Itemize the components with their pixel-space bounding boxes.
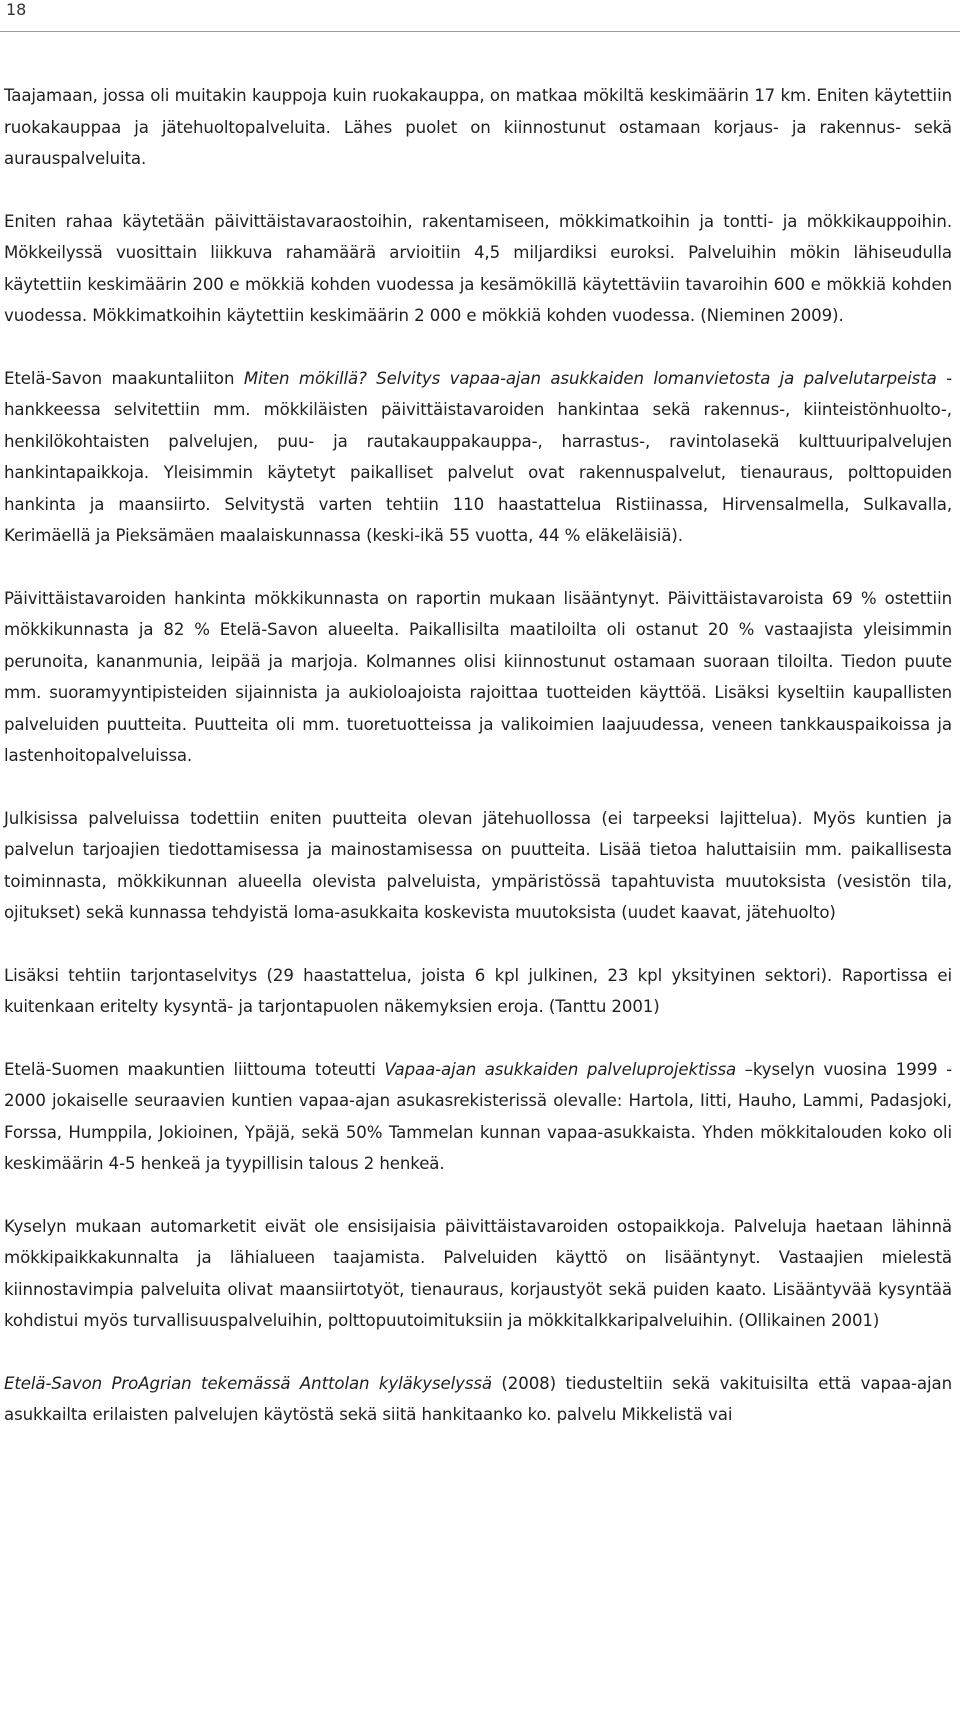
paragraph-text: Etelä-Suomen maakuntien liittouma toteutti (4, 1059, 385, 1079)
page-number: 18 (6, 0, 27, 19)
header-rule (0, 31, 960, 32)
italic-text: Miten mökillä? Selvitys vapaa-ajan asukkaiden lomanvietosta ja palvelutarpeista (243, 368, 937, 388)
italic-text: Vapaa-ajan asukkaiden palveluprojektissa (384, 1059, 737, 1079)
paragraph (4, 1211, 952, 1337)
paragraph (4, 583, 952, 772)
paragraph (4, 960, 952, 1023)
paragraph (4, 1368, 952, 1431)
paragraph-text: (2008) tiedusteltiin sekä vakituisilta että vapaa-ajan asukkailta erilaisten palvelujen käytöstä sekä siitä hankitaanko ko. palvelu Mikkelistä vai (4, 1373, 952, 1424)
paragraph (4, 803, 952, 929)
paragraph-text: –kyselyn vuosina 1999 - 2000 jokaiselle seuraavien kuntien vapaa-ajan asukasrekisterissä olevalle: Hartola, Iitti, Hauho, Lammi, Padasjoki, Forssa, Humppila, Jokioinen, Ypäjä, sekä 50% Tammelan kunnan vapaa-asukkaista. Yhden mökkitalouden koko oli keskimäärin 4-5 henkeä ja tyypillisin talous 2 henkeä. (4, 1059, 952, 1173)
paragraph (4, 206, 952, 332)
paragraph-text: Eniten rahaa käytetään päivittäistavaraostoihin, rakentamiseen, mökkimatkoihin ja tontti- ja mökkikauppoihin. Mökkeilyssä vuosittain liikkuva rahamäärä arvioitiin 4,5 miljardiksi euroksi. Palveluihin mökin lähiseudulla käytettiin keskimäärin 200 e mökkiä kohden vuodessa ja kesämökillä käytettäviin tavaroihin 600 e mökkiä kohden vuodessa. Mökkimatkoihin käytettiin keskimäärin 2 000 e mökkiä kohden vuodessa. (Nieminen 2009). (4, 211, 952, 325)
paragraph (4, 80, 952, 175)
paragraph-text: Etelä-Savon maakuntaliiton (4, 368, 244, 388)
paragraph-text: Kyselyn mukaan automarketit eivät ole ensisijaisia päivittäistavaroiden ostopaikkoja. Palveluja haetaan lähinnä mökkipaikkakunnalta ja lähialueen taajamista. Palveluiden käyttö on lisääntynyt. Vastaajien mielestä kiinnostavimpia palveluita olivat maansiirtotyöt, tienauraus, korjaustyöt sekä puiden kaato. Lisääntyvää kysyntää kohdistui myös turvallisuuspalveluihin, polttopuutoimituksiin ja mökkitalkkaripalveluihin. (Ollikainen 2001) (4, 1216, 952, 1330)
paragraph-text: -hankkeessa selvitettiin mm. mökkiläisten päivittäistavaroiden hankintaa sekä rakennus-, kiinteistönhuolto-, henkilökohtaisten palvelujen, puu- ja rautakauppakauppa-, harrastus-, ravintolasekä kulttuuripalvelujen hankintapaikkoja. Yleisimmin käytetyt paikalliset palvelut ovat rakennuspalvelut, tienauraus, polttopuiden hankinta ja maansiirto. Selvitystä varten tehtiin 110 haastattelua Ristiinassa, Hirvensalmella, Sulkavalla, Kerimäellä ja Pieksämäen maalaiskunnassa (keski-ikä 55 vuotta, 44 % eläkeläisiä). (4, 368, 953, 545)
paragraph-text: Päivittäistavaroiden hankinta mökkikunnasta on raportin mukaan lisääntynyt. Päivittäistavaroista 69 % ostettiin mökkikunnasta ja 82 % Etelä-Savon alueelta. Paikallisilta maatiloilta oli ostanut 20 % vastaajista yleisimmin perunoita, kananmunia, leipää ja marjoja. Kolmannes olisi kiinnostunut ostamaan suoraan tiloilta. Tiedon puute mm. suoramyyntipisteiden sijainnista ja aukioloajoista rajoittaa tuotteiden käyttöä. Lisäksi kyseltiin kaupallisten palveluiden puutteita. Puutteita oli mm. tuoretuotteissa ja valikoimien laajuudessa, veneen tankkauspaikoissa ja lastenhoitopalveluissa. (4, 588, 952, 765)
paragraph-text: Lisäksi tehtiin tarjontaselvitys (29 haastattelua, joista 6 kpl julkinen, 23 kpl yksityinen sektori). Raportissa ei kuitenkaan eritelty kysyntä- ja tarjontapuolen näkemyksien eroja. (Tanttu 2001) (4, 965, 952, 1016)
document-body (4, 80, 952, 1462)
paragraph-text: Julkisissa palveluissa todettiin eniten puutteita olevan jätehuollossa (ei tarpeeksi lajittelua). Myös kuntien ja palvelun tarjoajien tiedottamisessa ja mainostamisessa on puutteita. Lisää tietoa haluttaisiin mm. paikallisesta toiminnasta, mökkikunnan alueella olevista palveluista, ympäristössä tapahtuvista muutoksista (vesistön tila, ojitukset) sekä kunnassa tehdyistä loma-asukkaita koskevista muutoksista (uudet kaavat, jätehuolto) (4, 808, 952, 922)
paragraph (4, 1054, 952, 1180)
italic-text: Etelä-Savon ProAgrian tekemässä Anttolan kyläkyselyssä (4, 1373, 492, 1393)
paragraph-text: Taajamaan, jossa oli muitakin kauppoja kuin ruokakauppa, on matkaa mökiltä keskimäärin 17 km. Eniten käytettiin ruokakauppaa ja jätehuoltopalveluita. Lähes puolet on kiinnostunut ostamaan korjaus- ja rakennus- sekä aurauspalveluita. (4, 86, 952, 168)
paragraph (4, 363, 952, 552)
